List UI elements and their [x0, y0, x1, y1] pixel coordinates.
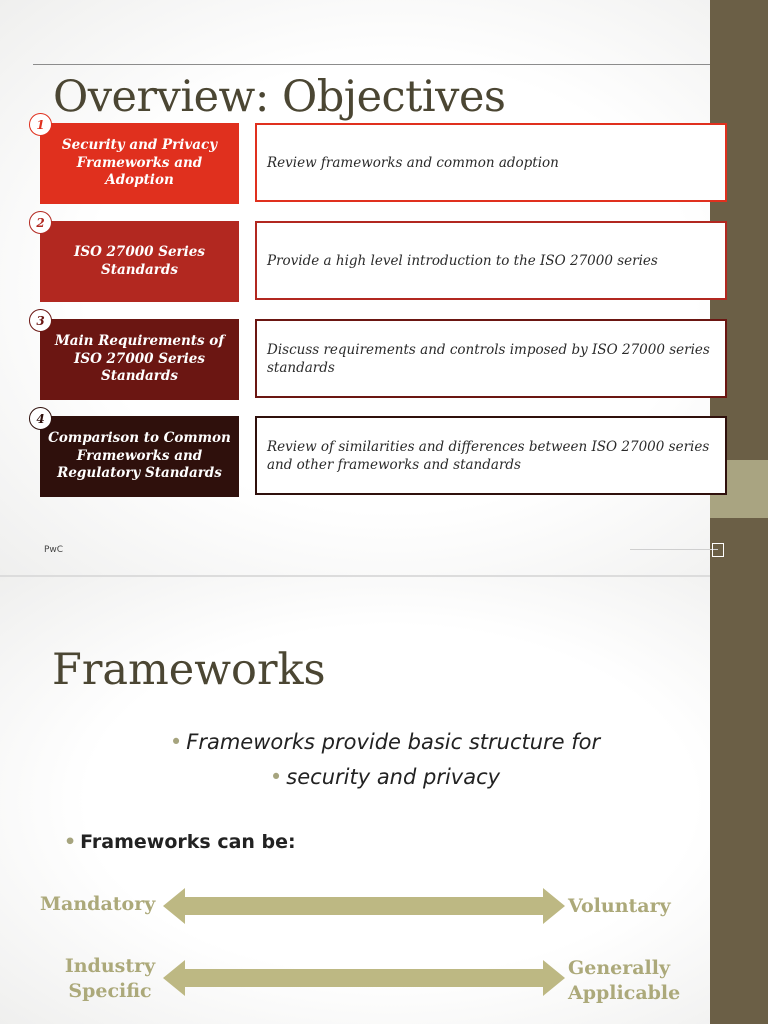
bullet-item — [64, 831, 296, 853]
scale-label-line: Specific — [68, 980, 152, 1002]
bullet-text: security and privacy — [286, 765, 501, 789]
bullet-text: Frameworks provide basic structure for — [186, 730, 601, 754]
scale-left-label — [60, 954, 160, 1004]
objective-number-badge: 3 — [29, 309, 52, 332]
footer-line — [630, 549, 718, 550]
scale-label-line: Applicable — [568, 982, 681, 1004]
objective-number-badge: 1 — [29, 113, 52, 136]
double-arrow-icon — [163, 888, 565, 924]
bullet-item — [60, 730, 710, 754]
objective-label: Main Requirements of ISO 27000 Series Standards — [40, 319, 239, 400]
double-arrow-icon — [163, 960, 565, 996]
objective-description: Discuss requirements and controls imposed by ISO 27000 series standards — [255, 319, 727, 398]
bullet-item — [60, 765, 710, 789]
bullet-dot: • — [64, 831, 77, 853]
objective-number-badge: 4 — [29, 407, 52, 430]
objective-number-badge: 2 — [29, 211, 52, 234]
scale-label-line: Generally — [568, 957, 671, 979]
footer-box — [712, 543, 724, 557]
bullet-dot: • — [269, 765, 283, 789]
objective-description: Review of similarities and differences between ISO 27000 series and other frameworks and standards — [255, 416, 727, 495]
objective-label: Comparison to Common Frameworks and Regulatory Standards — [40, 416, 239, 497]
objective-description: Review frameworks and common adoption — [255, 123, 727, 202]
slide-title: Overview: Objectives — [53, 72, 506, 122]
scale-label-line: Industry — [64, 955, 156, 977]
objective-description: Provide a high level introduction to the ISO 27000 series — [255, 221, 727, 300]
objective-label: ISO 27000 Series Standards — [40, 221, 239, 302]
objective-label: Security and Privacy Frameworks and Adoption — [40, 123, 239, 204]
slide-title: Frameworks — [52, 645, 326, 695]
bullet-text: Frameworks can be: — [80, 831, 296, 853]
footer-company: PwC — [44, 545, 64, 555]
scale-left-label: Mandatory — [40, 893, 156, 915]
title-rule — [33, 64, 710, 65]
scale-right-label — [568, 956, 680, 1006]
scale-right-label: Voluntary — [568, 895, 671, 917]
bullet-dot: • — [169, 730, 183, 754]
